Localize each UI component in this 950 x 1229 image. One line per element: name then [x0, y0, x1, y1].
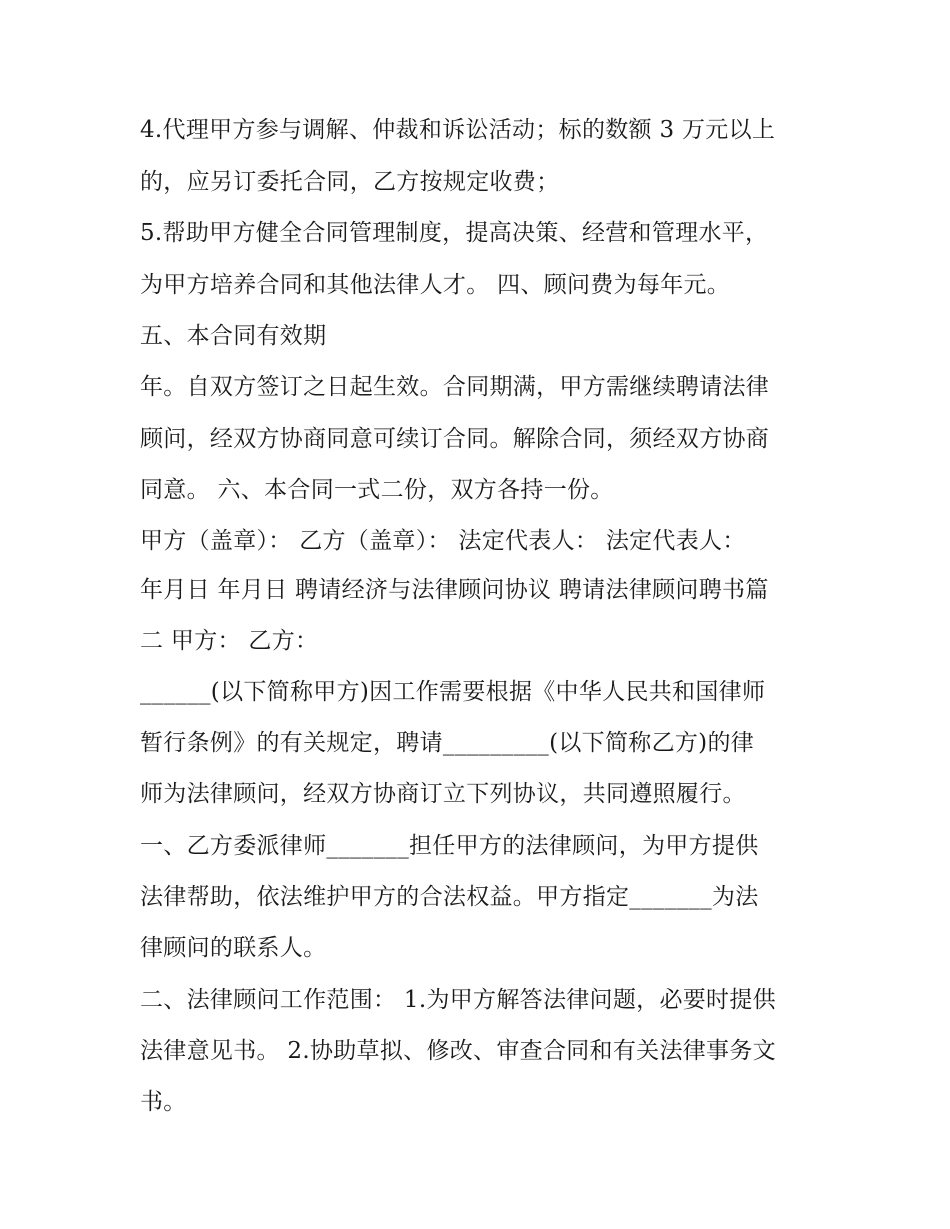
text-line-14: 师为法律顾问，经双方协商订立下列协议，共同遵照履行。: [140, 781, 746, 807]
text-line-1: 4.代理甲方参与调解、仲裁和诉讼活动；标的数额 3 万元以上: [140, 117, 776, 143]
text-line-10: 年月日 年月日 聘请经济与法律顾问协议 聘请法律顾问聘书篇: [140, 577, 769, 603]
text-line-8: 同意。 六、本合同一式二份，双方各持一份。: [140, 477, 614, 503]
text-line-12: ______(以下简称甲方)因工作需要根据《中华人民共和国律师: [140, 679, 766, 705]
text-line-20: 书。: [140, 1089, 187, 1115]
text-line-2: 的，应另订委托合同，乙方按规定收费；: [140, 169, 560, 195]
text-line-15: 一、乙方委派律师_______担任甲方的法律顾问，为甲方提供: [140, 833, 759, 859]
text-line-16: 法律帮助，依法维护甲方的合法权益。甲方指定_______为法: [140, 884, 759, 910]
text-line-3: 5.帮助甲方健全合同管理制度，提高决策、经营和管理水平，: [140, 220, 769, 246]
text-line-18: 二、法律顾问工作范围： 1.为甲方解答法律问题，必要时提供: [140, 987, 776, 1013]
text-line-17: 律顾问的联系人。: [140, 935, 327, 961]
text-line-9: 甲方（盖章）： 乙方（盖章）： 法定代表人： 法定代表人：: [140, 528, 746, 554]
text-line-4: 为甲方培养合同和其他法律人才。 四、顾问费为每年元。: [140, 272, 731, 298]
text-line-7: 顾问，经双方协商同意可续订合同。解除合同，须经双方协商: [140, 426, 770, 452]
text-line-6: 年。自双方签订之日起生效。合同期满，甲方需继续聘请法律: [140, 374, 770, 400]
text-line-13: 暂行条例》的有关规定，聘请_________(以下简称乙方)的律: [140, 730, 755, 756]
text-line-11: 二 甲方： 乙方：: [140, 628, 319, 654]
text-line-19: 法律意见书。 2.协助草拟、修改、审查合同和有关法律事务文: [140, 1038, 776, 1064]
text-line-5: 五、本合同有效期: [140, 323, 327, 349]
